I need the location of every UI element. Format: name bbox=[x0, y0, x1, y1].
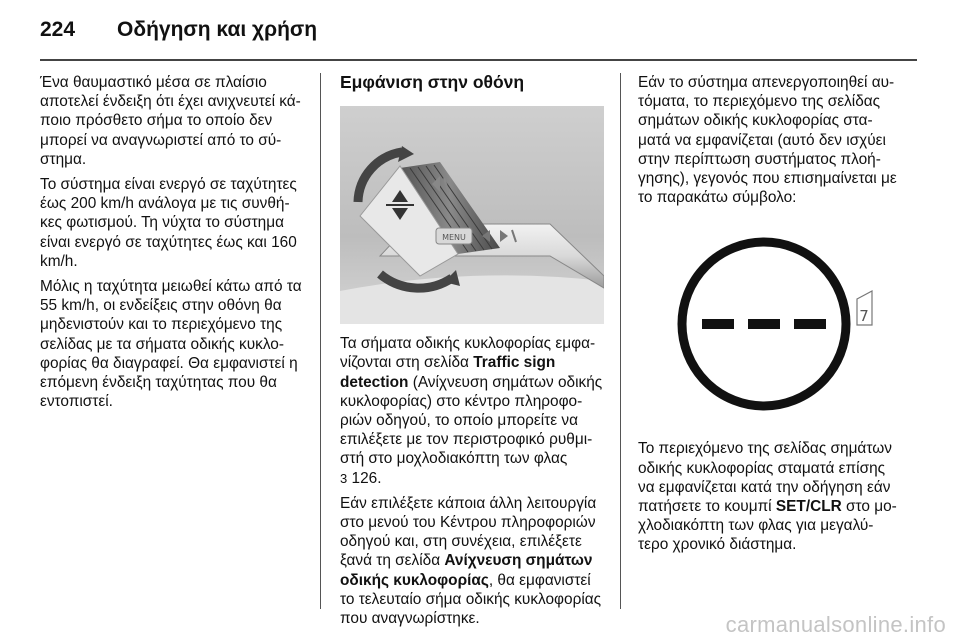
col2-paragraph-1: Τα σήματα οδικής κυκλοφορίας εμφα- νίζονται στη σελίδα Traffic sign detection (Ανίχνευση σημάτων οδικής κυκλοφορίας) στο κέντρο πληροφο- ριών οδηγού, το οποίο μπορείτε να επιλέξετε με τον περιστροφικό ρυθμι- στή στο μοχλοδιακόπτη των φλας 3 126. bbox=[340, 335, 603, 487]
column-divider-1 bbox=[320, 73, 321, 609]
col1-paragraph-3: Μόλις η ταχύτητα μειωθεί κάτω από τα 55 km/h, οι ενδείξεις στην οθόνη θα μηδενιστούν και το περιεχόμενο της σελίδας με τα σήματα οδικής κυκλο- φορίας θα διαγραφεί. Θα εμφανιστεί η επόμενη ένδειξη ταχύτητας που θα εντοπιστεί. bbox=[40, 278, 302, 411]
header-divider bbox=[40, 59, 917, 61]
page-header bbox=[40, 18, 317, 52]
sign-detection-page-term: Ανίχνευση σημάτων οδικής κυκλοφορίας bbox=[340, 552, 593, 589]
page-title: Οδήγηση και χρήση bbox=[117, 18, 318, 41]
page-reference-arrow: 3 bbox=[340, 470, 348, 486]
watermark: carmanualsonline.info bbox=[725, 612, 946, 637]
section-heading: Εμφάνιση στην οθόνη bbox=[340, 72, 525, 92]
col1-paragraph-2: Το σύστημα είναι ενεργό σε ταχύτητες έως 200 km/h ανάλογα με τις συνθή- κες φωτισμού. Τη νύχτα το σύστημα είναι ενεργό σε ταχύτητες έως και 160 km/h. bbox=[40, 176, 297, 270]
column-divider-2 bbox=[620, 73, 621, 609]
column-1 bbox=[40, 73, 308, 417]
column-3 bbox=[638, 73, 904, 561]
traffic-sign-detection-term: Traffic sign detection bbox=[340, 354, 556, 391]
col1-paragraph-1: Ένα θαυμαστικό μέσα σε πλαίσιο αποτελεί ένδειξη ότι έχει ανιχνευτεί κά- ποιο πρόσθετο σήμα το οποίο δεν μπορεί να αναγνωριστεί από το σύ- στημα. bbox=[40, 74, 301, 168]
menu-button-label: MENU bbox=[442, 233, 466, 243]
page-number: 224 bbox=[40, 18, 76, 41]
column-2 bbox=[340, 73, 608, 634]
speed-sign-digit: 7 bbox=[859, 307, 869, 326]
col3-paragraph-1: Εάν το σύστημα απενεργοποιηθεί αυ- τόματα, το περιεχόμενο της σελίδας σημάτων οδικής κυκλοφορίας στα- ματά να εμφανίζεται (αυτό δεν ισχύει στην περίπτωση συστήματος πλοή- γησης), γεγονός που επισημαίνεται με το παρακάτω σύμβολο: bbox=[638, 74, 897, 207]
set-clr-button-term: SET/CLR bbox=[775, 498, 842, 516]
traffic-sign-deactivated-icon bbox=[666, 221, 892, 427]
turn-signal-stalk-illustration bbox=[340, 106, 604, 324]
page-reference: 126. bbox=[347, 469, 382, 487]
col2-paragraph-2: Εάν επιλέξετε κάποια άλλη λειτουργία στο μενού του Κέντρου πληροφοριών οδηγού και, στη συνέχεια, επιλέξετε ξανά τη σελίδα Ανίχνευση σημάτων οδικής κυκλοφορίας, θα εμφανιστεί το τελευταίο σήμα οδικής κυκλοφορίας που αναγνωρίστηκε. bbox=[340, 494, 602, 628]
col3-paragraph-2: Το περιεχόμενο της σελίδας σημάτων οδικής κυκλοφορίας σταματά επίσης να εμφανίζεται κατά την οδήγηση εάν πατήσετε το κουμπί SET/CLR στο μο- χλοδιακόπτη των φλας για μεγαλύ- τερο χρονικό διάστημα. bbox=[638, 440, 897, 554]
